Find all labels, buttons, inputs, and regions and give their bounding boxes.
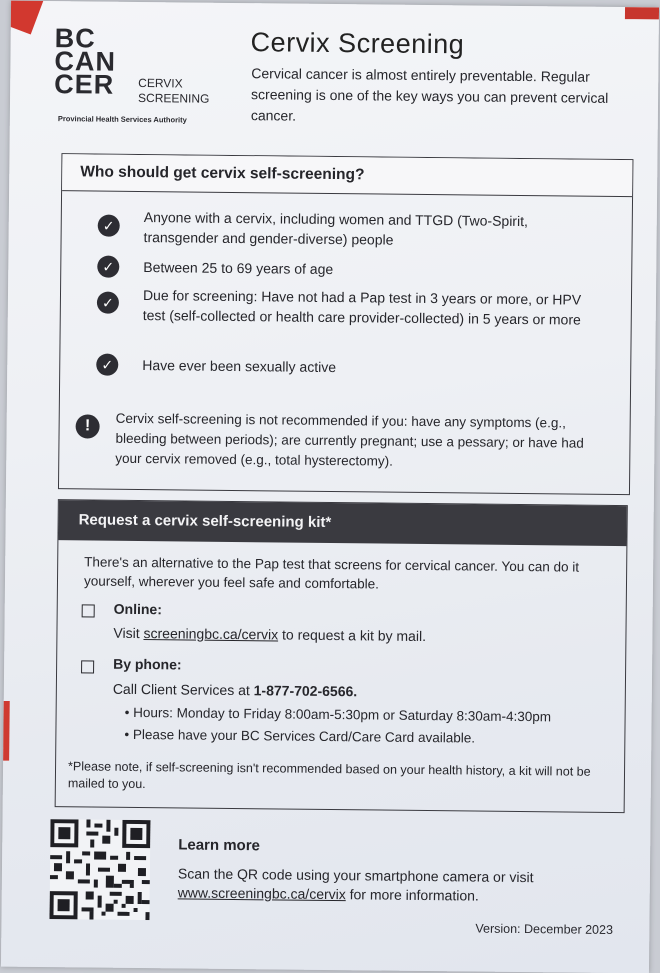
check-circle-icon: ✓ bbox=[97, 256, 119, 278]
hours-bullet: • Hours: Monday to Friday 8:00am-5:30pm or Saturday 8:30am-4:30pm bbox=[124, 704, 552, 725]
phone-number: 1-877-702-6566. bbox=[253, 682, 358, 700]
exclamation-icon: ! bbox=[75, 414, 99, 438]
criteria-text: Between 25 to 69 years of age bbox=[143, 259, 334, 278]
online-instruction bbox=[113, 625, 426, 644]
logo-line-3: CER bbox=[54, 69, 115, 100]
learn-suffix: for more information. bbox=[345, 886, 479, 904]
red-edge-fragment bbox=[1, 700, 10, 760]
request-kit-header bbox=[58, 500, 626, 546]
authority-name: Provincial Health Services Authority bbox=[57, 114, 187, 125]
online-label: Online: bbox=[113, 600, 163, 618]
criteria-text: Have ever been sexually active bbox=[142, 357, 337, 376]
criteria-item bbox=[60, 354, 630, 376]
criteria-item bbox=[62, 206, 632, 248]
logo-program-line-2: SCREENING bbox=[137, 90, 210, 106]
criteria-text: Anyone with a cervix, including women and TTGD (Two-Spirit, transgender and gender-diverse) people bbox=[143, 209, 529, 248]
check-circle-icon: ✓ bbox=[98, 215, 120, 237]
criteria-item bbox=[61, 256, 631, 278]
card-text: Please have your BC Services Card/Care Card available. bbox=[132, 726, 476, 746]
request-intro-text: There's an alternative to the Pap test that screens for cervical cancer. You can do it yourself, wherever you feel safe and comfortable. bbox=[83, 554, 580, 592]
eligibility-heading: Who should get cervix self-screening? bbox=[80, 163, 365, 184]
phone-instruction bbox=[113, 681, 358, 700]
learn-prefix: Scan the QR code using your smartphone camera or visit bbox=[177, 865, 534, 886]
check-circle-icon: ✓ bbox=[97, 292, 119, 314]
warning-text: Cervix self-screening is not recommended if you: have any symptoms (e.g., bleeding between periods); are currently pregnant; use a pessary; or have had your cervix removed (e.g., total hysterectomy). bbox=[115, 410, 584, 469]
phone-prefix: Call Client Services at bbox=[112, 680, 254, 699]
leaflet-sheet bbox=[1, 1, 659, 973]
request-kit-heading: Request a cervix self-screening kit* bbox=[78, 511, 332, 532]
torn-red-corner bbox=[1, 1, 45, 35]
red-top-fragment bbox=[625, 7, 659, 19]
bc-cancer-logo bbox=[54, 23, 210, 106]
logo-line-2: CAN bbox=[54, 46, 117, 77]
qr-code-icon[interactable] bbox=[49, 819, 150, 920]
intro-text: Cervical cancer is almost entirely preventable. Regular screening is one of the key ways you can prevent cervical cancer. bbox=[250, 65, 609, 124]
phone-label: By phone: bbox=[113, 655, 182, 673]
check-circle-icon: ✓ bbox=[96, 354, 118, 376]
eligibility-header bbox=[62, 154, 632, 197]
request-kit-box bbox=[55, 499, 628, 813]
online-link[interactable]: screeningbc.ca/cervix bbox=[143, 625, 279, 643]
online-prefix: Visit bbox=[113, 624, 144, 642]
hours-text: Hours: Monday to Friday 8:00am-5:30pm or Saturday 8:30am-4:30pm bbox=[133, 704, 552, 725]
learn-more-text bbox=[178, 864, 598, 906]
online-checkbox[interactable] bbox=[82, 604, 95, 617]
card-bullet: • Please have your BC Services Card/Care Card available. bbox=[124, 726, 476, 746]
online-suffix: to request a kit by mail. bbox=[278, 626, 427, 645]
learn-more-heading: Learn more bbox=[178, 836, 261, 855]
logo-program-line-1: CERVIX bbox=[138, 75, 183, 91]
eligibility-box bbox=[58, 153, 633, 495]
kit-footnote: *Please note, if self-screening isn't recommended based on your health history, a kit will not be mailed to you. bbox=[67, 759, 591, 792]
logo-program-name bbox=[138, 76, 210, 107]
learn-more-link[interactable]: www.screeningbc.ca/cervix bbox=[177, 884, 346, 903]
criteria-item bbox=[61, 284, 631, 328]
version-label: Version: December 2023 bbox=[475, 921, 614, 937]
criteria-text: Due for screening: Have not had a Pap test in 3 years or more, or HPV test (self-collected or health care provider-collected) in 5 years or more bbox=[142, 287, 582, 328]
page-title: Cervix Screening bbox=[250, 27, 465, 60]
logo-line-1: BC bbox=[54, 23, 96, 54]
phone-checkbox[interactable] bbox=[81, 660, 94, 673]
warning-note bbox=[75, 408, 612, 478]
